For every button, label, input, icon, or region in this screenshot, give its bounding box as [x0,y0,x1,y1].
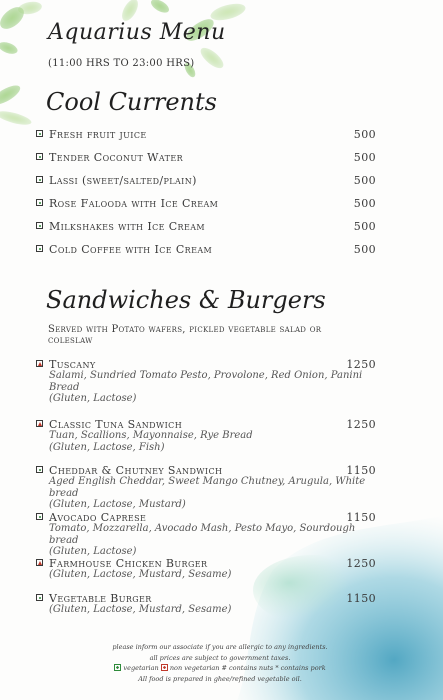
item-name: Tender Coconut Water [49,151,184,164]
item-description: Aged English Cheddar, Sweet Mango Chutney, Arugula, White bread (Gluten, Lactose, Mustard) [49,476,366,510]
item-price: 500 [353,220,376,233]
veg-mark-icon [36,513,43,520]
item-name: Rose Falooda with Ice Cream [49,197,219,210]
menu-title: Aquarius Menu [48,20,226,45]
item-description: (Gluten, Lactose, Mustard, Sesame) [49,604,232,615]
item-name: Farmhouse Chicken Burger [49,557,208,570]
item-name: Cheddar & Chutney Sandwich [49,464,223,477]
veg-mark-icon [36,199,43,206]
item-price: 500 [353,151,376,164]
veg-mark-icon [36,153,43,160]
item-price: 1150 [346,511,376,524]
veg-mark-icon [36,222,43,229]
nonveg-mark-icon [36,559,43,566]
item-name: Classic Tuna Sandwich [49,418,183,431]
item-price: 1150 [346,464,376,477]
service-hours: (11:00 HRS TO 23:00 HRS) [48,58,195,69]
item-name: Tuscany [49,358,96,371]
item-price: 500 [353,174,376,187]
veg-mark-icon [36,245,43,252]
item-name: Vegetable Burger [49,592,152,605]
item-description: Salami, Sundried Tomato Pesto, Provolone, Red Onion, Panini Bread (Gluten, Lactose) [49,370,363,404]
veg-mark-icon [36,176,43,183]
item-name: Fresh fruit juice [49,128,147,141]
footer-notes [100,642,340,684]
item-description: Tomato, Mozzarella, Avocado Mash, Pesto Mayo, Sourdough bread (Gluten, Lactose) [49,523,356,557]
item-name: Lassi (sweet/salted/plain) [49,174,197,187]
allergy-note: please inform our associate if you are allergic to any ingredients. [112,643,328,651]
veg-legend-icon [114,664,121,671]
item-name: Avocado Caprese [49,511,147,524]
section-title-sandwiches-burgers: Sandwiches & Burgers [46,286,326,314]
nonveg-mark-icon [36,420,43,427]
item-description: (Gluten, Lactose, Mustard, Sesame) [49,569,232,580]
item-price: 1150 [346,592,376,605]
item-description: Tuan, Scallions, Mayonnaise, Rye Bread (Gluten, Lactose, Fish) [49,430,253,453]
veg-mark-icon [36,594,43,601]
oil-note: All food is prepared in ghee/refined vegetable oil. [138,674,302,683]
legend [100,663,340,674]
item-price: 500 [353,197,376,210]
legend-veg-label: vegetarian [123,664,159,672]
served-with-note: Served with Potato wafers, pickled vegetable salad or coleslaw [48,324,322,346]
nonveg-legend-icon [161,664,168,671]
nonveg-mark-icon [36,360,43,367]
item-name: Cold Coffee with Ice Cream [49,243,213,256]
legend-nonveg-label: non vegetarian # contains nuts * contains pork [169,664,326,672]
item-name: Milkshakes with Ice Cream [49,220,205,233]
tax-note: all prices are subject to government taxes. [149,653,291,662]
item-price: 1250 [346,358,376,371]
item-price: 500 [353,243,376,256]
item-price: 1250 [346,557,376,570]
section-title-cool-currents: Cool Currents [46,88,217,116]
item-price: 500 [353,128,376,141]
item-price: 1250 [346,418,376,431]
veg-mark-icon [36,466,43,473]
veg-mark-icon [36,130,43,137]
